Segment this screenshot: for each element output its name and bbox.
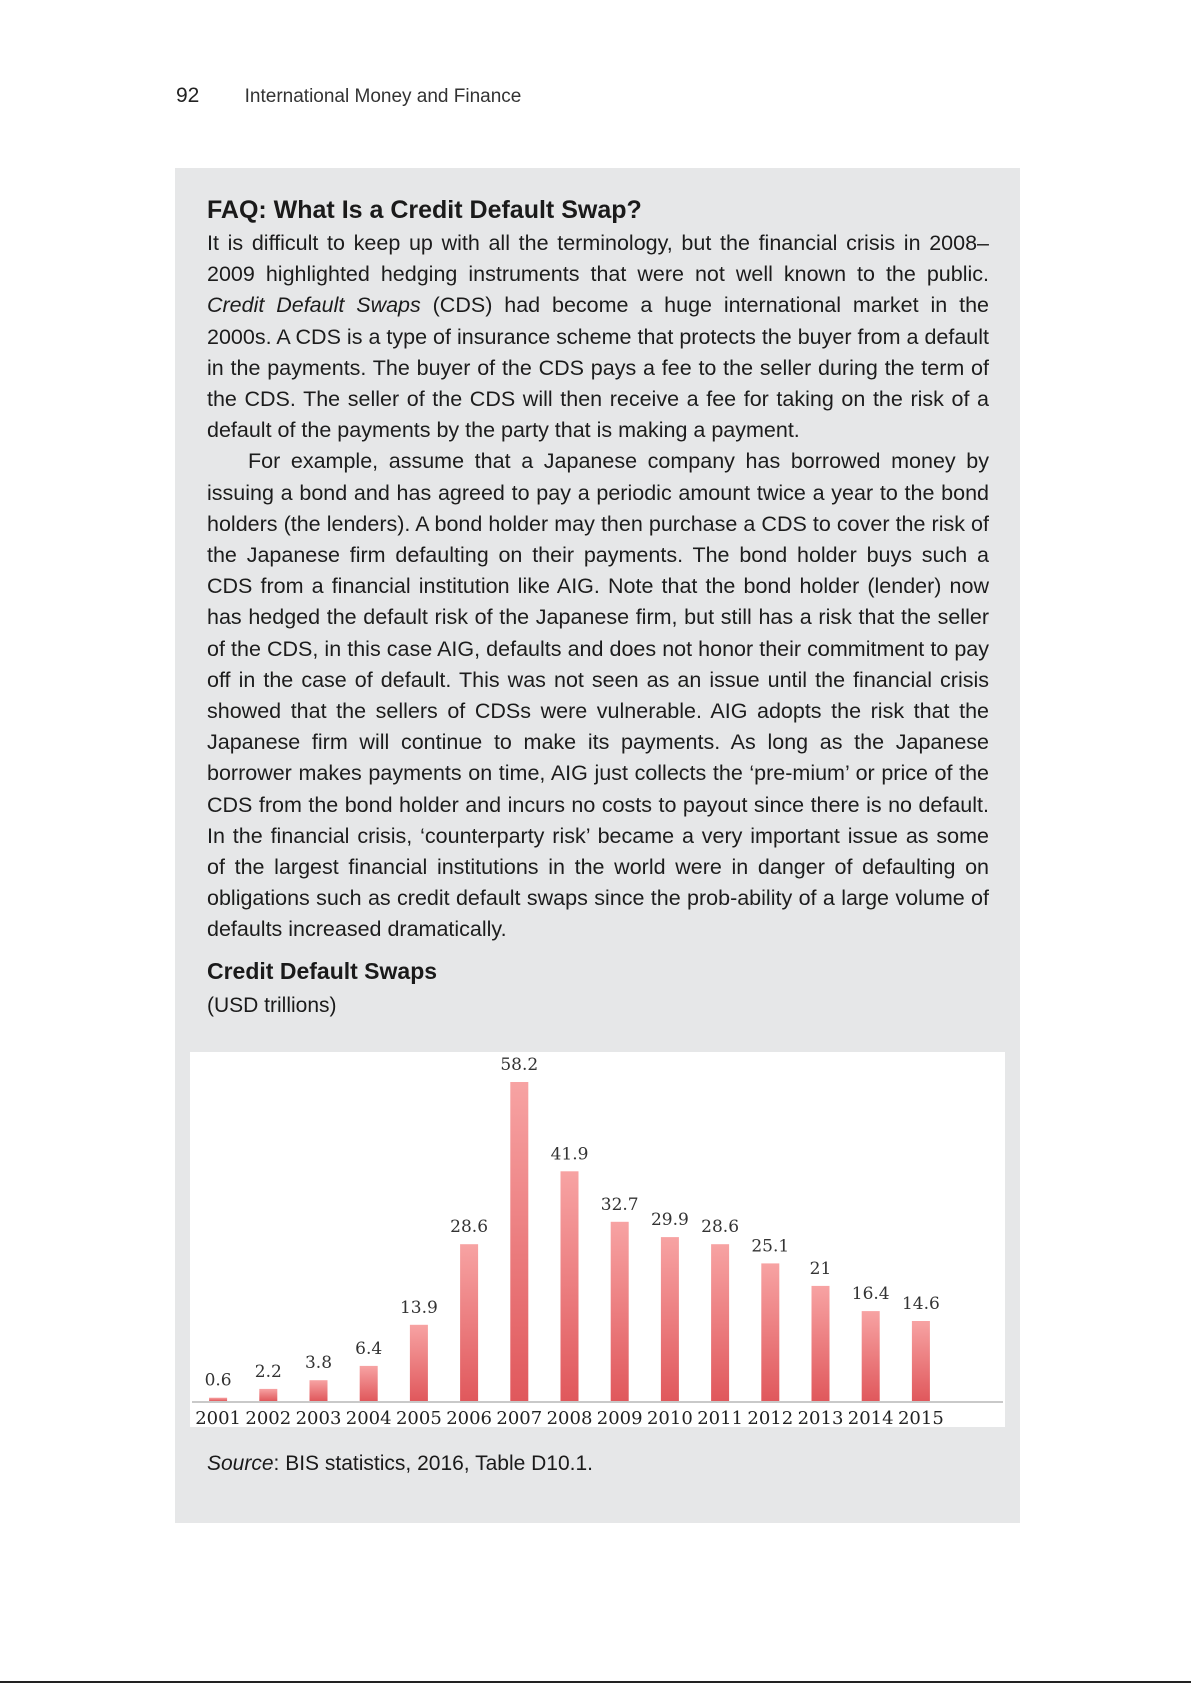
chart-panel (190, 1052, 1005, 1427)
bar-2001 (209, 1398, 227, 1401)
bar-2014 (862, 1311, 880, 1401)
faq-paragraph-1-start: It is difficult to keep up with all the terminology, but the financial crisis in 2008–2009 highlighted hedging instruments that were not well known to the public. (207, 231, 989, 287)
faq-body (207, 228, 989, 946)
tick-label-2004: 2004 (345, 1408, 392, 1427)
tick-label-2003: 2003 (295, 1408, 342, 1427)
tick-label-2006: 2006 (446, 1408, 493, 1427)
tick-label-2001: 2001 (195, 1408, 242, 1427)
value-label-2013: 21 (809, 1258, 832, 1279)
page-number: 92 (176, 84, 200, 107)
tick-label-2002: 2002 (245, 1408, 292, 1427)
value-label-2001: 0.6 (204, 1370, 232, 1391)
cds-term: Credit Default Swaps (207, 293, 421, 318)
tick-label-2005: 2005 (395, 1408, 442, 1427)
value-label-2009: 32.7 (600, 1194, 639, 1215)
value-label-2004: 6.4 (355, 1338, 383, 1359)
tick-label-2011: 2011 (697, 1408, 744, 1427)
tick-label-2010: 2010 (646, 1408, 693, 1427)
bar-2012 (761, 1263, 779, 1401)
source-note (207, 1452, 593, 1476)
running-head (176, 84, 521, 108)
chart-title: Credit Default Swaps (207, 958, 438, 984)
chart-unit: (USD trillions) (207, 994, 337, 1017)
value-label-2008: 41.9 (550, 1144, 589, 1165)
source-text: : BIS statistics, 2016, Table D10.1. (273, 1452, 593, 1475)
value-label-2006: 28.6 (450, 1217, 489, 1238)
tick-label-2015: 2015 (897, 1408, 944, 1427)
tick-label-2007: 2007 (496, 1408, 543, 1427)
bar-2005 (410, 1325, 428, 1401)
value-label-2011: 28.6 (701, 1217, 740, 1238)
value-label-2010: 29.9 (650, 1210, 689, 1231)
bar-2008 (561, 1171, 579, 1401)
value-label-2003: 3.8 (304, 1353, 333, 1374)
bar-2010 (661, 1237, 679, 1401)
bar-2003 (310, 1380, 328, 1401)
bar-2004 (360, 1366, 378, 1401)
tick-label-2009: 2009 (596, 1408, 643, 1427)
source-label: Source (207, 1452, 274, 1475)
tick-label-2008: 2008 (546, 1408, 593, 1427)
bar-2011 (711, 1244, 729, 1401)
bar-2015 (912, 1321, 930, 1401)
faq-paragraph-1-rest: (CDS) had become a huge international market in the 2000s. A CDS is a type of insurance scheme that protects the buyer from a default in the payments. The buyer of the CDS pays a fee to the seller during the term of the CDS. The seller of the CDS will then receive a fee for taking on the risk of a default of the payments by the party that is making a payment. (207, 293, 989, 443)
value-label-2007: 58.2 (500, 1055, 539, 1075)
cds-bar-chart (190, 1052, 1005, 1427)
faq-paragraph-1 (207, 228, 989, 446)
faq-box (175, 168, 1020, 1523)
bar-2006 (460, 1244, 478, 1401)
book-title: International Money and Finance (244, 86, 522, 107)
tick-label-2013: 2013 (797, 1408, 844, 1427)
faq-paragraph-2: For example, assume that a Japanese company has borrowed money by issuing a bond and has agreed to pay a periodic amount twice a year to the bond holders (the lenders). A bond holder may then purchase a CDS to cover the risk of the Japanese firm defaulting on their payments. The bond holder buys such a CDS from a financial institution like AIG. Note that the bond holder (lender) now has hedged the default risk of the Japanese firm, but still has a risk that the seller of the CDS, in this case AIG, defaults and does not honor their commitment to pay off in the case of default. This was not seen as an issue until the financial crisis showed that the sellers of CDSs were vulnerable. AIG adopts the risk that the Japanese firm will continue to make its payments. As long as the Japanese borrower makes payments on time, AIG just collects the ‘pre-mium’ or price of the CDS from the bond holder and incurs no costs to payout since there is no default. In the financial crisis, ‘counterparty risk’ became a very important issue as some of the largest financial institutions in the world were in danger of defaulting on obligations such as credit default swaps since the prob-ability of a large volume of defaults increased dramatically. (207, 449, 989, 942)
value-label-2014: 16.4 (851, 1284, 890, 1305)
tick-label-2014: 2014 (847, 1408, 894, 1427)
bar-2002 (259, 1389, 277, 1401)
value-label-2002: 2.2 (254, 1361, 282, 1382)
value-label-2005: 13.9 (399, 1297, 438, 1318)
bottom-rule (0, 1681, 1191, 1683)
bar-2013 (812, 1286, 830, 1401)
faq-title: FAQ: What Is a Credit Default Swap? (207, 196, 642, 224)
bar-2009 (611, 1222, 629, 1401)
value-label-2012: 25.1 (751, 1236, 790, 1257)
value-label-2015: 14.6 (901, 1294, 940, 1314)
bar-2007 (510, 1082, 528, 1401)
tick-label-2012: 2012 (747, 1408, 794, 1427)
